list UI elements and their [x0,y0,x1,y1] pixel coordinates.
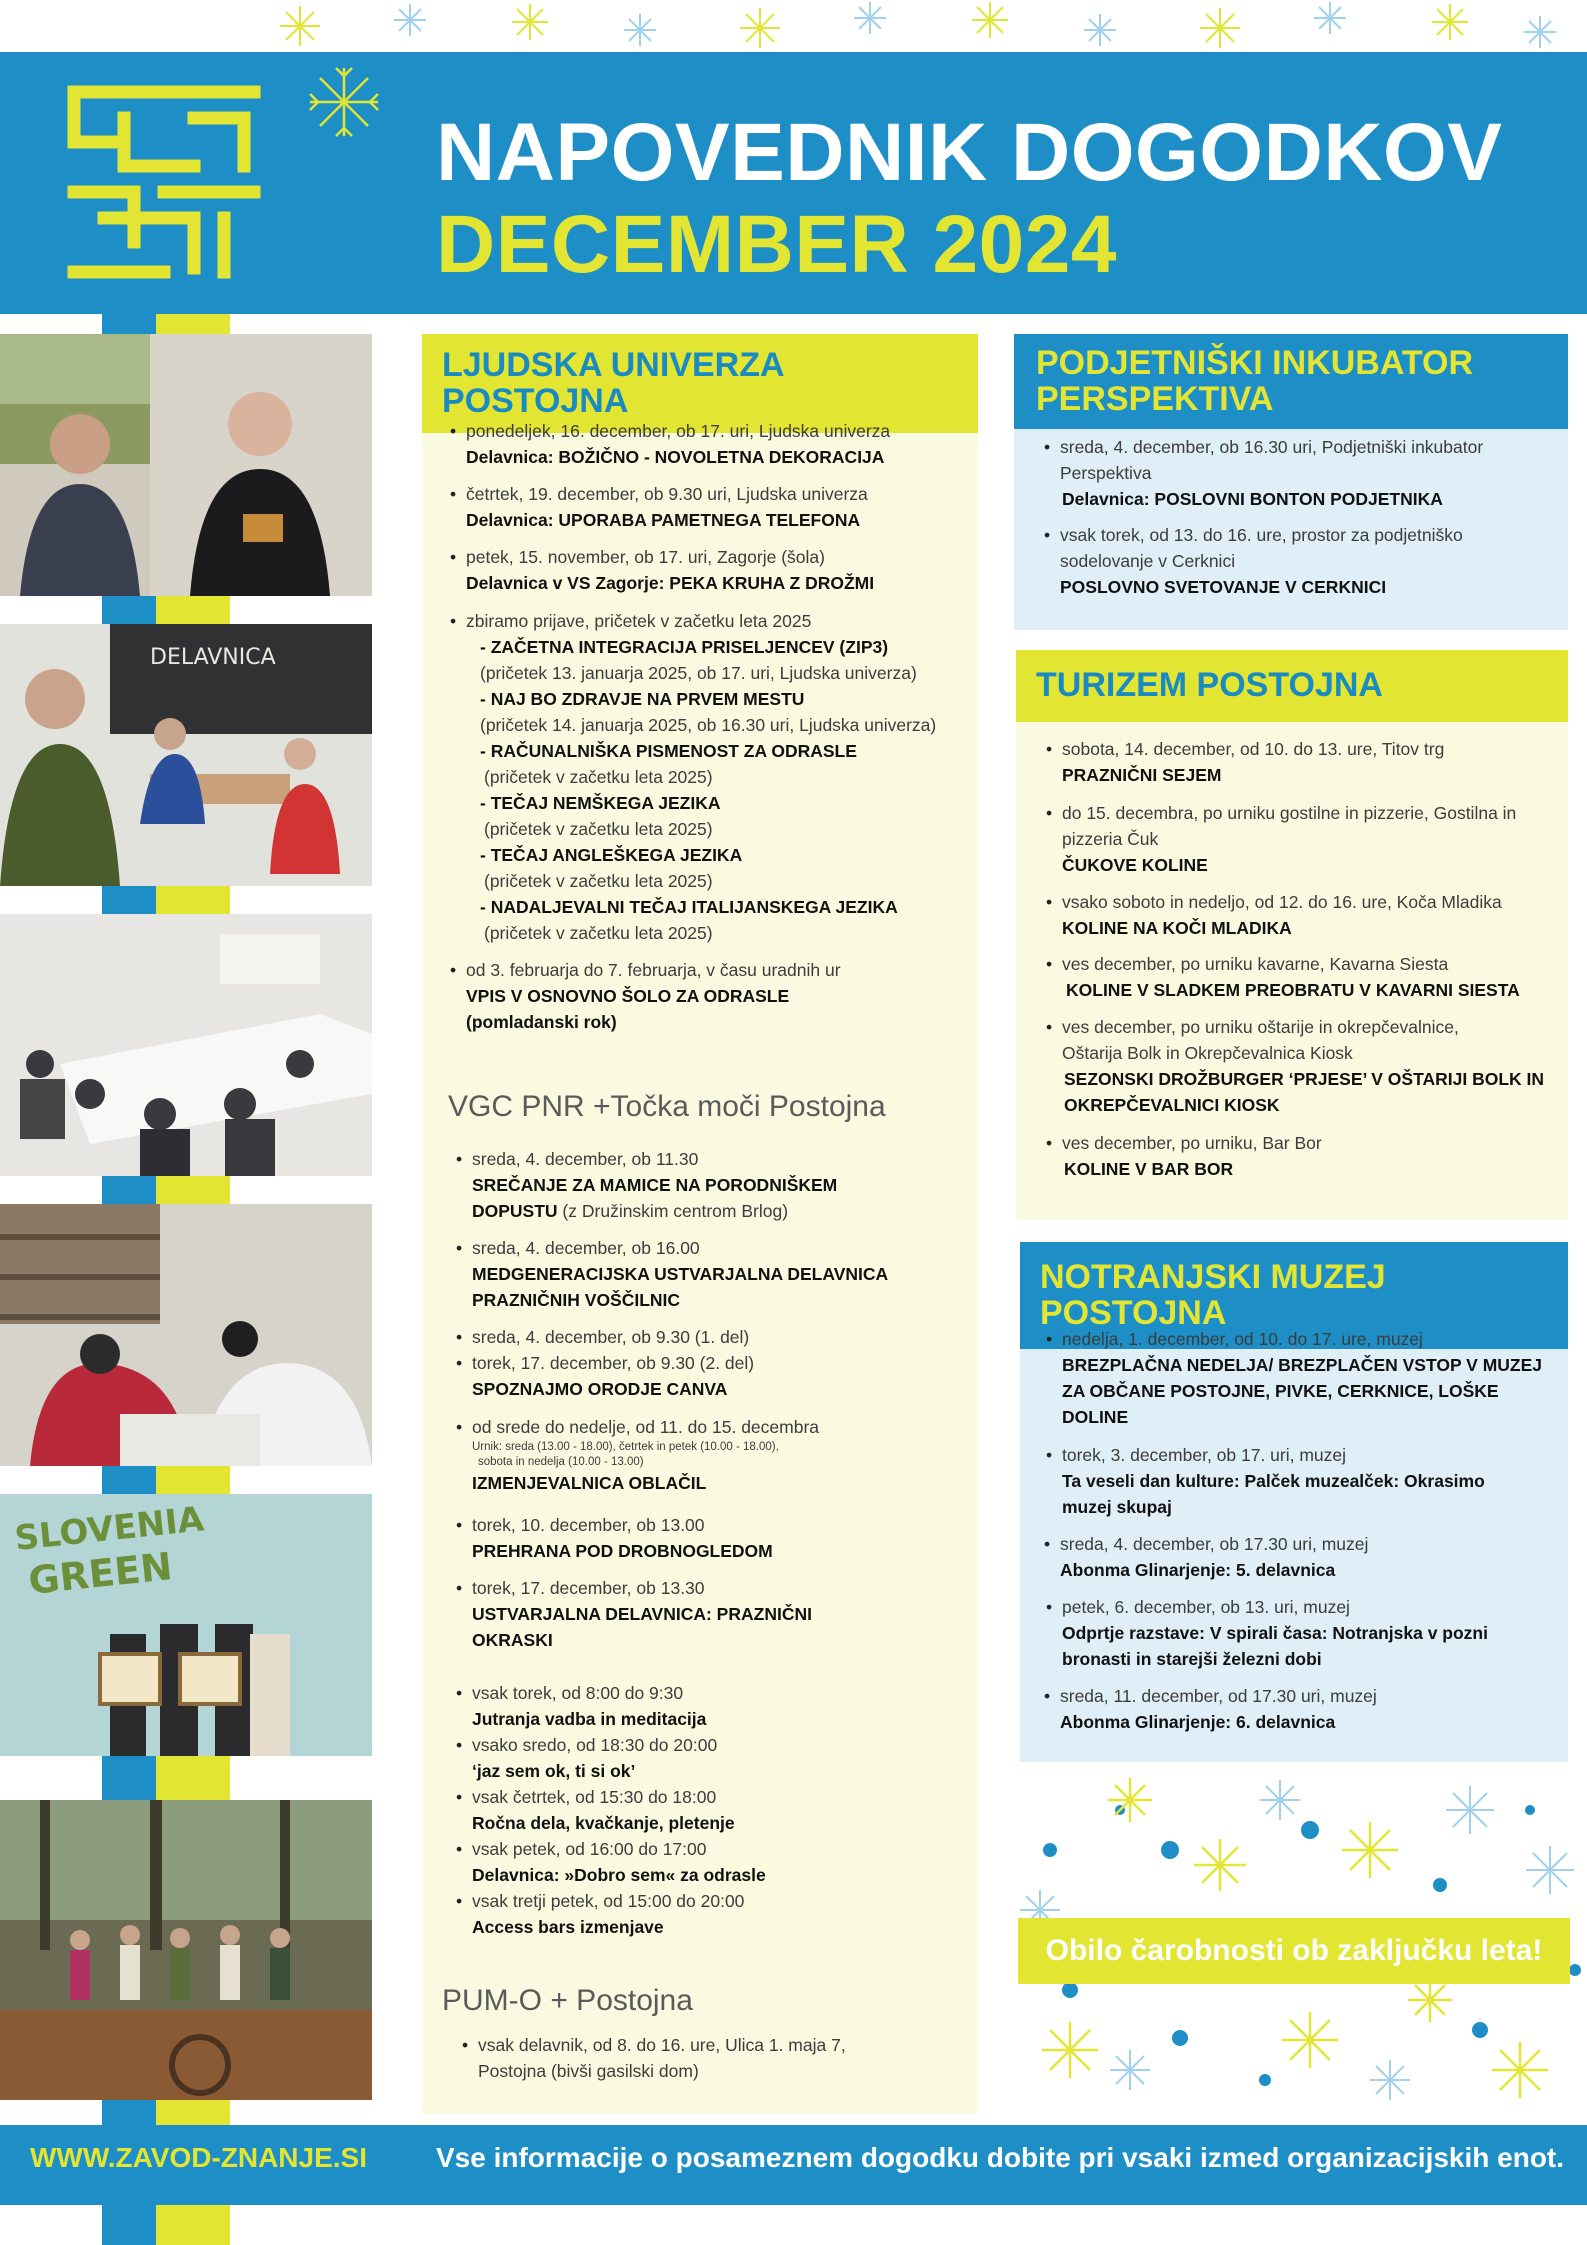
turizem-item-4: • ves december, po urniku kavarne, Kavarna Siesta KOLINE V SLADKEM PREOBRATU V KAVARNI SIESTA [1062,951,1520,1003]
muzej-item-2: • torek, 3. december, ob 17. uri, muzej Ta veseli dan kulture: Palček muzealček: Okrasimo muzej skupaj [1062,1442,1485,1520]
turizem-item-1: • sobota, 14. december, od 10. do 13. ure, Titov trg PRAZNIČNI SEJEM [1062,736,1444,788]
turizem-item-2: • do 15. decembra, po urniku gostilne in pizzerie, Gostilna in pizzeria Čuk ČUKOVE KOLINE [1062,800,1516,878]
vgc-weekly: • vsak torek, od 8:00 do 9:30 Jutranja vadba in meditacija • vsako sredo, od 18:30 do 20:00 ‘jaz sem ok, ti si ok’ • vsak četrtek, od 15:30 do 18:00 Ročna dela, kvačkanje, pletenje • vsak petek, od 16:00 do 17:00 Delavnica: »Dobro sem« za odrasle • vsak tretji petek, od 15:00 do 20:00 Access bars izmenjave [472,1680,766,1940]
footer-website-link[interactable]: WWW.ZAVOD-ZNANJE.SI [30,2142,368,2173]
title-line-2: DECEMBER 2024 [436,199,1117,290]
heading-turizem: TURIZEM POSTOJNA [1016,650,1568,722]
heading-vgc: VGC PNR +Točka moči Postojna [448,1090,886,1123]
photo-meeting-room [0,914,372,1176]
lu-item-1: • ponedeljek, 16. december, ob 17. uri, Ljudska univerza Delavnica: BOŽIČNO - NOVOLETNA DEKORACIJA [466,418,890,470]
slovenia-green-sign-line2: GREEN [26,1544,175,1603]
blackboard-text: DELAVNICA [150,645,276,670]
zavod-znanje-logo [64,82,264,282]
header-snowflakes [280,52,410,162]
lu-item-2: • četrtek, 19. december, ob 9.30 uri, Ljudska univerza Delavnica: UPORABA PAMETNEGA TELEFONA [466,481,868,533]
heading-muzej: NOTRANJSKI MUZEJ POSTOJNA [1020,1242,1568,1349]
vgc-item-6: • torek, 17. december, ob 13.30 USTVARJALNA DELAVNICA: PRAZNIČNI OKRASKI [472,1575,812,1653]
muzej-item-4: • petek, 6. december, ob 13. uri, muzej Odprtje razstave: V spirali časa: Notranjska v pozni bronasti in starejši železni dobi [1062,1594,1488,1672]
photo-forest-group [0,1800,372,2100]
vgc-item-2: • sreda, 4. december, ob 16.00 MEDGENERACIJSKA USTVARJALNA DELAVNICA PRAZNIČNIH VOŠČILNIC [472,1235,888,1313]
turizem-item-3: • vsako soboto in nedeljo, od 12. do 16. ure, Koča Mladika KOLINE NA KOČI MLADIKA [1062,889,1502,941]
muzej-item-5: • sreda, 11. december, od 17.30 uri, muzej Abonma Glinarjenje: 6. delavnica [1060,1683,1377,1735]
photo-classroom-children [0,624,372,886]
photo-slovenia-green-award [0,1494,372,1756]
photo-workshop-presenters [0,334,372,596]
greeting-banner: Obilo čarobnosti ob zaključku leta! [1018,1918,1570,1984]
vgc-item-1: • sreda, 4. december, ob 11.30 SREČANJE ZA MAMICE NA PORODNIŠKEM DOPUSTU (z Družinskim centrom Brlog) [472,1146,837,1224]
muzej-item-1: • nedelja, 1. december, od 10. do 17. ure, muzej BREZPLAČNA NEDELJA/ BREZPLAČEN VSTOP V MUZEJ ZA OBČANE POSTOJNE, PIVKE, CERKNICE, LOŠKE DOLINE [1062,1326,1542,1430]
turizem-item-6: • ves december, po urniku, Bar Bor KOLINE V BAR BOR [1062,1130,1322,1182]
inkubator-item-2: • vsak torek, od 13. do 16. ure, prostor za podjetniško sodelovanje v Cerknici POSLOVNO SVETOVANJE V CERKNICI [1060,522,1463,600]
heading-pum-o: PUM-O + Postojna [442,1984,693,2017]
title-line-1: NAPOVEDNIK DOGODKOV [436,107,1503,198]
vgc-item-3: • sreda, 4. december, ob 9.30 (1. del) • torek, 17. december, ob 9.30 (2. del) SPOZNAJMO ORODJE CANVA [472,1324,754,1402]
heading-ljudska-univerza: LJUDSKA UNIVERZA POSTOJNA [422,334,978,433]
snowflake-strip [0,0,1587,52]
photo-library-workshop [0,1204,372,1466]
lu-item-3: • petek, 15. november, ob 17. uri, Zagorje (šola) Delavnica v VS Zagorje: PEKA KRUHA Z DROŽMI [466,544,874,596]
slovenia-green-sign-line1: SLOVENIA [12,1499,206,1559]
muzej-item-3: • sreda, 4. december, ob 17.30 uri, muzej Abonma Glinarjenje: 5. delavnica [1060,1531,1368,1583]
vgc-item-4: • od srede do nedelje, od 11. do 15. decembra Urnik: sreda (13.00 - 18.00), četrtek in petek (10.00 - 18.00), sobota in nedelja (10.00 - 13.00) IZMENJEVALNICA OBLAČIL [472,1414,819,1496]
footer-info-text: Vse informacije o posameznem dogodku dobite pri vsaki izmed organizacijskih enot. [436,2142,1565,2173]
turizem-item-5: • ves december, po urniku oštarije in okrepčevalnice, Oštarija Bolk in Okrepčevalnica Kiosk SEZONSKI DROŽBURGER ‘PRJESE’ V OŠTARIJI BOLK IN OKREPČEVALNICI KIOSK [1062,1014,1544,1118]
heading-inkubator: PODJETNIŠKI INKUBATOR PERSPEKTIVA [1014,334,1568,429]
inkubator-item-1: • sreda, 4. december, ob 16.30 uri, Podjetniški inkubator Perspektiva Delavnica: POSLOVNI BONTON PODJETNIKA [1060,434,1483,512]
lu-vpis: • od 3. februarja do 7. februarja, v času uradnih ur VPIS V OSNOVNO ŠOLO ZA ODRASLE (pomladanski rok) [466,957,841,1035]
vgc-item-5: • torek, 10. december, ob 13.00 PREHRANA POD DROBNOGLEDOM [472,1512,773,1564]
lu-enroll-block: • zbiramo prijave, pričetek v začetku leta 2025 - ZAČETNA INTEGRACIJA PRISELJENCEV (ZIP3) (pričetek 13. januarja 2025, ob 17. uri, Ljudska univerza) - NAJ BO ZDRAVJE NA PRVEM MESTU (pričetek 14. januarja 2025, ob 16.30 uri, Ljudska univerza) - RAČUNALNIŠKA PISMENOST ZA ODRASLE (pričetek v začetku leta 2025) - TEČAJ NEMŠKEGA JEZIKA (pričetek v začetku leta 2025) - TEČAJ ANGLEŠKEGA JEZIKA (pričetek v začetku leta 2025) - NADALJEVALNI TEČAJ ITALIJANSKEGA JEZIKA (pričetek v začetku leta 2025) [466,608,936,946]
pum-item: • vsak delavnik, od 8. do 16. ure, Ulica 1. maja 7, Postojna (bivši gasilski dom) [478,2032,846,2084]
